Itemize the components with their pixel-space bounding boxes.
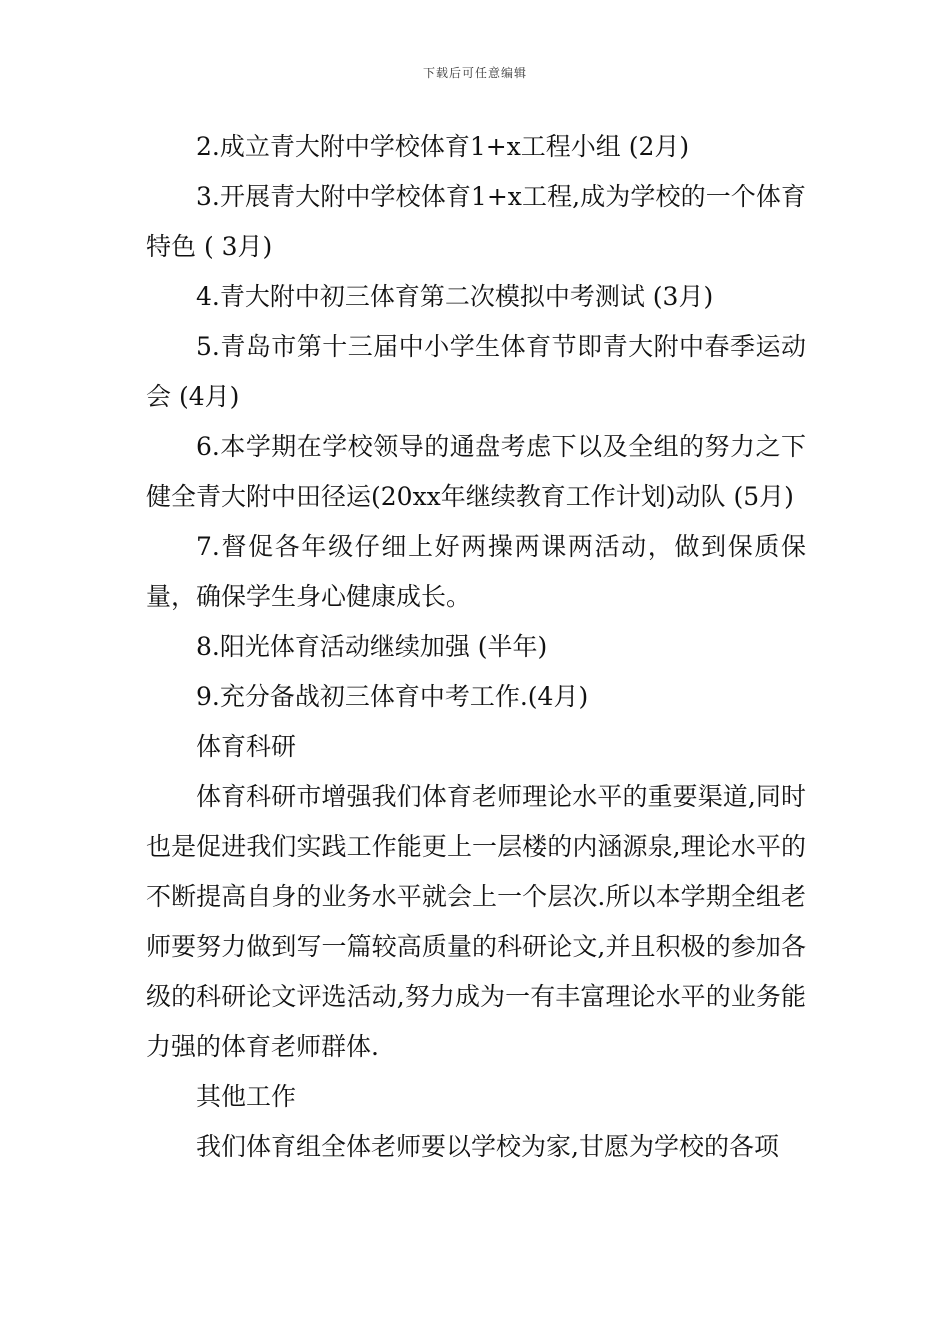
list-item-8: 8.阳光体育活动继续加强 (半年) bbox=[196, 632, 548, 661]
research-paragraph: 体育科研市增强我们体育老师理论水平的重要渠道,同时也是促进我们实践工作能更上一层楼的内涵源泉,理论水平的不断提高自身的业务水平就会上一个层次.所以本学期全组老师要努力做到写一篇较高质量的科研论文,并且积极的参加各级的科研论文评选活动,努力成为一有丰富理论水平的业务能力强的体育老师群体. bbox=[146, 782, 806, 1061]
list-item-7: 7.督促各年级仔细上好两操两课两活动，做到保质保量，确保学生身心健康成长。 bbox=[146, 532, 806, 611]
document-body bbox=[146, 122, 806, 1172]
list-item-3: 3.开展青大附中学校体育1+x工程,成为学校的一个体育特色 ( 3月) bbox=[146, 182, 806, 261]
list-item-9: 9.充分备战初三体育中考工作.(4月) bbox=[196, 682, 589, 711]
list-item-2: 2.成立青大附中学校体育1+x工程小组 (2月) bbox=[196, 132, 690, 161]
list-item-5: 5.青岛市第十三届中小学生体育节即青大附中春季运动会 (4月) bbox=[146, 332, 806, 411]
section-heading-other-work: 其他工作 bbox=[196, 1082, 297, 1111]
other-work-paragraph: 我们体育组全体老师要以学校为家,甘愿为学校的各项 bbox=[196, 1132, 779, 1161]
page-header-note: 下载后可任意编辑 bbox=[422, 66, 527, 80]
section-heading-research: 体育科研 bbox=[196, 732, 297, 761]
list-item-4: 4.青大附中初三体育第二次模拟中考测试 (3月) bbox=[196, 282, 714, 311]
list-item-6: 6.本学期在学校领导的通盘考虑下以及全组的努力之下健全青大附中田径运(20xx年继续教育工作计划)动队 (5月) bbox=[146, 432, 806, 511]
